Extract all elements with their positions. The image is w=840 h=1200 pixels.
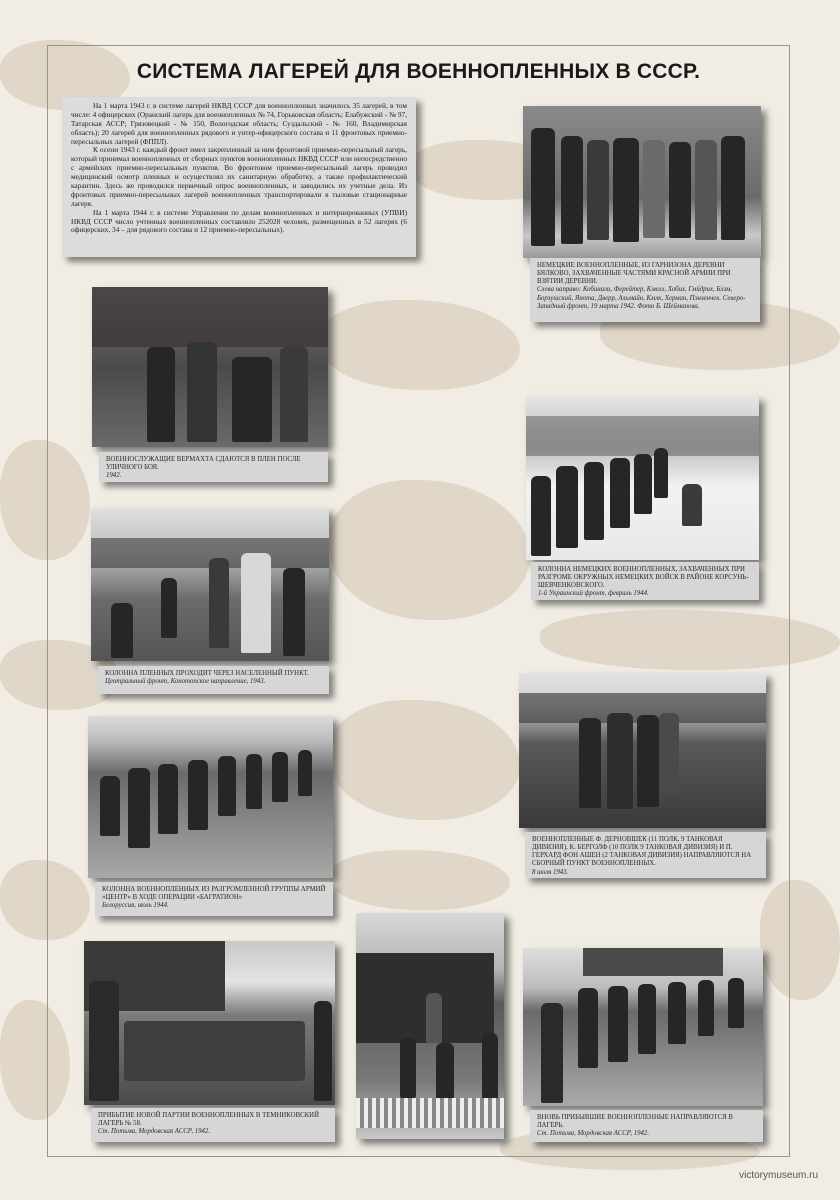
caption-subtext: Центральный фронт, Конотопское направление, 1943. (105, 678, 266, 686)
caption-bagration-column (95, 882, 333, 916)
intro-paragraph-2: К осени 1943 г. каждый фронт имел закрепленный за ним фронтовой приемно-пересыльный лагерь, который принимал военнопленных от сборных пунктов военнопленных НКВД СССР или непосредственно с армейских приемно-пересыльных пунктов. Во фронтовом приемно-пересыльный лагерь проводил медицинский осмотр пленных и осуществлял их санитарную обработку, а также профилактический карантин. Здесь же проводился первичный опрос военнопленных, и заводились их учетные дела. Из фронтовых приемно-пересыльных лагерей военнопленных транспортировали в тыловые стационарные лагеря. (71, 145, 407, 208)
photo-three-prisoners (519, 673, 766, 828)
intro-paragraph-3: На 1 марта 1944 г. в системе Управления по делам военнопленных и интернированных (УПВИ) НКВД СССР число учтенных военнопленных составляло 252028 человек, размещенных в 52 лагерях (6 офицерских, 34 – для рядового состава и 12 приемно-пересыльных). (71, 207, 407, 235)
caption-heading: ВНОВЬ ПРИБЫВШИЕ ВОЕННОПЛЕННЫЕ НАПРАВЛЯЮТСЯ В ЛАГЕРЬ. (537, 1114, 733, 1130)
photo-temnikov-arrival (84, 941, 335, 1105)
caption-subtext: 1-й Украинский фронт, февраль 1944. (538, 590, 649, 598)
photo-surrender-street-fight (92, 287, 328, 447)
page-title: СИСТЕМА ЛАГЕРЕЙ ДЛЯ ВОЕННОПЛЕННЫХ В СССР. (136, 60, 701, 83)
photo-bagration-column (88, 716, 333, 878)
caption-heading: ВОЕННОПЛЕННЫЕ Ф. ДЕРНОВШЕК (11 ПОЛК, 9 ТАНКОВАЯ ДИВИЗИЯ), К. БЕРГОЛФ (10 ПОЛК 9 ТАНКОВАЯ ДИВИЗИЯ) И П. ГЕРХАРД ФОН АШЕН (2 ТАНКОВАЯ ДИВИЗИЯ) НАПРАВЛЯЮТСЯ НА СБОРНЫЙ ПУНКТ ВОЕННОПЛЕННЫХ. (532, 836, 752, 868)
caption-subtext: Слева направо: Кобинали, Ферейтер, Кмелл, Хобих, Гмйдрих, Блэм, Борзушский, Янота, Дверр, Альмайн, Кмлк, Херман, Пэнзенчек. Северо-Западный фронт, 19 марта 1942. Фото Б. Шейманова. (537, 286, 746, 310)
intro-text-panel (62, 97, 416, 257)
caption-garrison-prisoners (530, 258, 760, 322)
caption-surrender-street-fight (99, 452, 328, 482)
photo-garrison-prisoners (523, 106, 761, 258)
caption-subtext: Ст. Потьма, Мордовская АССР, 1942. (98, 1128, 211, 1136)
photo-boxcar-unloading (356, 913, 504, 1139)
photo-column-settlement (91, 508, 329, 661)
caption-subtext: Белоруссия, июль 1944. (102, 902, 169, 910)
caption-korsun-column (531, 562, 759, 600)
caption-heading: КОЛОННА ВОЕННОПЛЕННЫХ ИЗ РАЗГРОМЛЕННОЙ ГРУППЫ АРМИЙ «ЦЕНТР» В ХОДЕ ОПЕРАЦИИ «БАГРАТИОН» (102, 886, 326, 902)
caption-subtext: Ст. Потьма, Мордовская АССР, 1942. (537, 1130, 650, 1138)
caption-heading: КОЛОННА ПЛЕННЫХ ПРОХОДИТ ЧЕРЕЗ НАСЕЛЕННЫЙ ПУНКТ. (105, 670, 309, 677)
caption-heading: ВОЕННОСЛУЖАЩИЕ ВЕРМАХТА СДАЮТСЯ В ПЛЕН ПОСЛЕ УЛИЧНОГО БОЯ. (106, 456, 301, 472)
caption-heading: НЕМЕЦКИЕ ВОЕННОПЛЕННЫЕ, ИЗ ГАРНИЗОНА ДЕРЕВНИ БЯЛКОВО, ЗАХВАЧЕННЫЕ ЧАСТЯМИ КРАСНОЙ АРМИИ ПРИ ВЗЯТИИ ДЕРЕВНИ. (537, 262, 731, 286)
caption-column-settlement (98, 666, 329, 694)
caption-heading: КОЛОННА НЕМЕЦКИХ ВОЕННОПЛЕННЫХ, ЗАХВАЧЕННЫХ ПРИ РАЗГРОМЕ ОКРУЖНЫХ НЕМЕЦКИХ ВОЙСК В РАЙОНЕ КОРСУНЬ-ШЕВЧЕНКОВСКОГО. (538, 566, 749, 590)
photo-new-arrivals (523, 948, 763, 1106)
intro-paragraph-1: На 1 марта 1943 г. в системе лагерей НКВД СССР для военнопленных значилось 35 лагерей, в том числе: 4 офицерских (Оранский лагерь для военнопленных № 74, Горьковская область; Елабужский - № 97, Татарская АССР; Грязовецкий - № 150, Вологодская область; Суздальский - № 160, Владимирская область); 20 лагерей для военнопленных рядового и унтер-офицерского состава и 11 фронтовых приемно-пересыльных лагерей (ФППЛ). (71, 101, 407, 146)
caption-subtext: 8 июля 1943. (532, 868, 569, 876)
caption-three-prisoners (525, 832, 766, 878)
caption-subtext: 1942. (106, 472, 122, 480)
caption-temnikov-arrival (91, 1108, 335, 1142)
photo-korsun-column (526, 396, 759, 560)
caption-heading: ПРИБЫТИЕ НОВОЙ ПАРТИИ ВОЕННОПЛЕННЫХ В ТЕМНИКОВСКИЙ ЛАГЕРЬ № 58. (98, 1112, 319, 1128)
caption-new-arrivals (530, 1110, 763, 1142)
source-watermark: victorymuseum.ru (739, 1170, 818, 1181)
